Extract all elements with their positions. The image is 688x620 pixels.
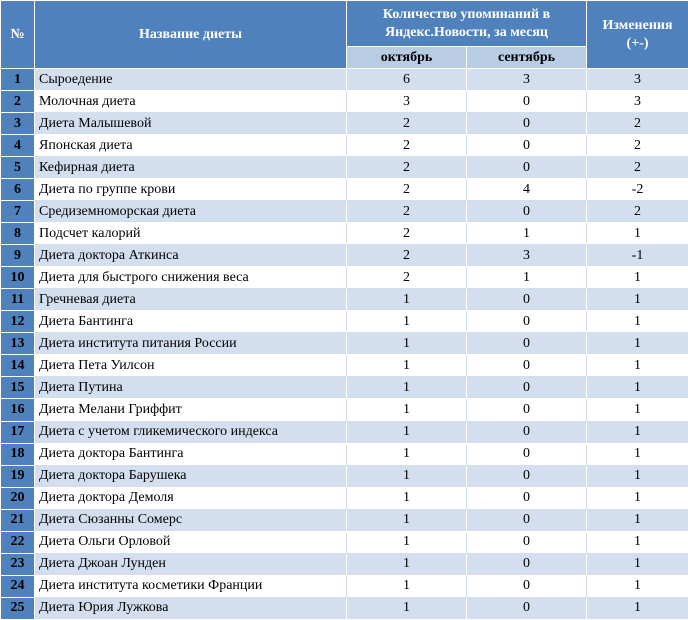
table-row xyxy=(1,443,688,465)
row-number: 20 xyxy=(1,487,35,509)
row-number: 6 xyxy=(1,179,35,201)
diet-name: Диета по группе крови xyxy=(35,179,347,201)
change-value: 1 xyxy=(587,531,688,553)
september-count: 0 xyxy=(467,465,587,487)
table-row xyxy=(1,355,688,377)
october-count: 1 xyxy=(347,465,467,487)
change-value: 1 xyxy=(587,311,688,333)
change-value: 1 xyxy=(587,421,688,443)
change-value: 1 xyxy=(587,377,688,399)
row-number: 4 xyxy=(1,135,35,157)
table-row xyxy=(1,531,688,553)
row-number: 25 xyxy=(1,597,35,619)
table-row xyxy=(1,597,688,619)
october-count: 2 xyxy=(347,223,467,245)
change-value: 2 xyxy=(587,113,688,135)
diet-name: Диета Путина xyxy=(35,377,347,399)
diet-name: Диета Малышевой xyxy=(35,113,347,135)
september-count: 0 xyxy=(467,289,587,311)
october-count: 1 xyxy=(347,597,467,619)
october-count: 1 xyxy=(347,355,467,377)
row-number: 1 xyxy=(1,69,35,91)
diet-name: Диета Джоан Лунден xyxy=(35,553,347,575)
diet-name: Диета доктора Демоля xyxy=(35,487,347,509)
table-row xyxy=(1,333,688,355)
change-value: 1 xyxy=(587,399,688,421)
table-row xyxy=(1,91,688,113)
row-number: 22 xyxy=(1,531,35,553)
diet-name: Диета доктора Бантинга xyxy=(35,443,347,465)
row-number: 9 xyxy=(1,245,35,267)
september-count: 0 xyxy=(467,531,587,553)
october-count: 1 xyxy=(347,421,467,443)
september-count: 0 xyxy=(467,157,587,179)
diet-name: Молочная диета xyxy=(35,91,347,113)
september-count: 0 xyxy=(467,201,587,223)
september-count: 1 xyxy=(467,223,587,245)
october-count: 2 xyxy=(347,179,467,201)
change-value: 3 xyxy=(587,91,688,113)
table-row xyxy=(1,201,688,223)
row-number: 14 xyxy=(1,355,35,377)
row-number: 12 xyxy=(1,311,35,333)
header-mentions: Количество упоминаний в Яндекс.Новости, за месяц xyxy=(347,1,587,47)
table-row xyxy=(1,245,688,267)
september-count: 0 xyxy=(467,135,587,157)
september-count: 0 xyxy=(467,377,587,399)
september-count: 0 xyxy=(467,91,587,113)
table-row xyxy=(1,377,688,399)
september-count: 0 xyxy=(467,421,587,443)
diet-name: Диета для быстрого снижения веса xyxy=(35,267,347,289)
table-row xyxy=(1,311,688,333)
change-value: 3 xyxy=(587,69,688,91)
october-count: 1 xyxy=(347,289,467,311)
september-count: 1 xyxy=(467,267,587,289)
table-row xyxy=(1,69,688,91)
table-row xyxy=(1,289,688,311)
diet-name: Подсчет калорий xyxy=(35,223,347,245)
change-value: 1 xyxy=(587,443,688,465)
september-count: 0 xyxy=(467,487,587,509)
diet-name: Диета Ольги Орловой xyxy=(35,531,347,553)
table-row xyxy=(1,267,688,289)
change-value: 2 xyxy=(587,201,688,223)
change-value: 1 xyxy=(587,553,688,575)
row-number: 11 xyxy=(1,289,35,311)
header-change: Изменения (+-) xyxy=(587,1,688,69)
diet-name: Диета доктора Барушека xyxy=(35,465,347,487)
september-count: 0 xyxy=(467,333,587,355)
change-value: 1 xyxy=(587,267,688,289)
october-count: 1 xyxy=(347,509,467,531)
october-count: 2 xyxy=(347,157,467,179)
change-value: 1 xyxy=(587,487,688,509)
change-value: 2 xyxy=(587,135,688,157)
october-count: 2 xyxy=(347,245,467,267)
header-number: № xyxy=(1,1,35,69)
september-count: 0 xyxy=(467,553,587,575)
october-count: 1 xyxy=(347,377,467,399)
row-number: 21 xyxy=(1,509,35,531)
table-row xyxy=(1,223,688,245)
row-number: 2 xyxy=(1,91,35,113)
october-count: 1 xyxy=(347,575,467,597)
row-number: 5 xyxy=(1,157,35,179)
header-october: октябрь xyxy=(347,47,467,69)
diet-name: Диета Юрия Лужкова xyxy=(35,597,347,619)
change-value: -1 xyxy=(587,245,688,267)
september-count: 3 xyxy=(467,245,587,267)
table-row xyxy=(1,399,688,421)
row-number: 10 xyxy=(1,267,35,289)
october-count: 2 xyxy=(347,135,467,157)
table-row xyxy=(1,135,688,157)
change-value: -2 xyxy=(587,179,688,201)
change-value: 1 xyxy=(587,509,688,531)
table-row xyxy=(1,157,688,179)
october-count: 2 xyxy=(347,267,467,289)
diet-name: Диета института питания России xyxy=(35,333,347,355)
table-row xyxy=(1,465,688,487)
change-value: 2 xyxy=(587,157,688,179)
october-count: 1 xyxy=(347,443,467,465)
diet-name: Диета Пета Уилсон xyxy=(35,355,347,377)
october-count: 6 xyxy=(347,69,467,91)
diet-name: Сыроедение xyxy=(35,69,347,91)
diet-name: Диета Мелани Гриффит xyxy=(35,399,347,421)
diet-name: Кефирная диета xyxy=(35,157,347,179)
september-count: 0 xyxy=(467,575,587,597)
diet-name: Диета института косметики Франции xyxy=(35,575,347,597)
row-number: 23 xyxy=(1,553,35,575)
september-count: 0 xyxy=(467,443,587,465)
row-number: 17 xyxy=(1,421,35,443)
september-count: 0 xyxy=(467,355,587,377)
october-count: 2 xyxy=(347,201,467,223)
october-count: 1 xyxy=(347,311,467,333)
september-count: 0 xyxy=(467,113,587,135)
header-diet-name: Название диеты xyxy=(35,1,347,69)
table-body xyxy=(1,69,688,620)
table-row xyxy=(1,421,688,443)
september-count: 4 xyxy=(467,179,587,201)
change-value: 1 xyxy=(587,575,688,597)
change-value: 1 xyxy=(587,223,688,245)
diet-name: Гречневая диета xyxy=(35,289,347,311)
diet-name: Диета Бантинга xyxy=(35,311,347,333)
diet-name: Японская диета xyxy=(35,135,347,157)
october-count: 1 xyxy=(347,531,467,553)
diet-name: Средиземноморская диета xyxy=(35,201,347,223)
change-value: 1 xyxy=(587,333,688,355)
table-row xyxy=(1,179,688,201)
table-row xyxy=(1,509,688,531)
september-count: 0 xyxy=(467,597,587,619)
header-september: сентябрь xyxy=(467,47,587,69)
row-number: 18 xyxy=(1,443,35,465)
table-row xyxy=(1,575,688,597)
october-count: 2 xyxy=(347,113,467,135)
diet-name: Диета с учетом гликемического индекса xyxy=(35,421,347,443)
september-count: 3 xyxy=(467,69,587,91)
change-value: 1 xyxy=(587,355,688,377)
row-number: 3 xyxy=(1,113,35,135)
row-number: 13 xyxy=(1,333,35,355)
diet-name: Диета Сюзанны Сомерс xyxy=(35,509,347,531)
row-number: 8 xyxy=(1,223,35,245)
change-value: 1 xyxy=(587,597,688,619)
change-value: 1 xyxy=(587,465,688,487)
october-count: 1 xyxy=(347,553,467,575)
table-row xyxy=(1,487,688,509)
october-count: 1 xyxy=(347,487,467,509)
row-number: 15 xyxy=(1,377,35,399)
change-value: 1 xyxy=(587,289,688,311)
september-count: 0 xyxy=(467,509,587,531)
september-count: 0 xyxy=(467,399,587,421)
october-count: 1 xyxy=(347,399,467,421)
october-count: 1 xyxy=(347,333,467,355)
september-count: 0 xyxy=(467,311,587,333)
row-number: 7 xyxy=(1,201,35,223)
row-number: 16 xyxy=(1,399,35,421)
table-row xyxy=(1,553,688,575)
row-number: 19 xyxy=(1,465,35,487)
table-row xyxy=(1,113,688,135)
october-count: 3 xyxy=(347,91,467,113)
row-number: 24 xyxy=(1,575,35,597)
diet-name: Диета доктора Аткинса xyxy=(35,245,347,267)
